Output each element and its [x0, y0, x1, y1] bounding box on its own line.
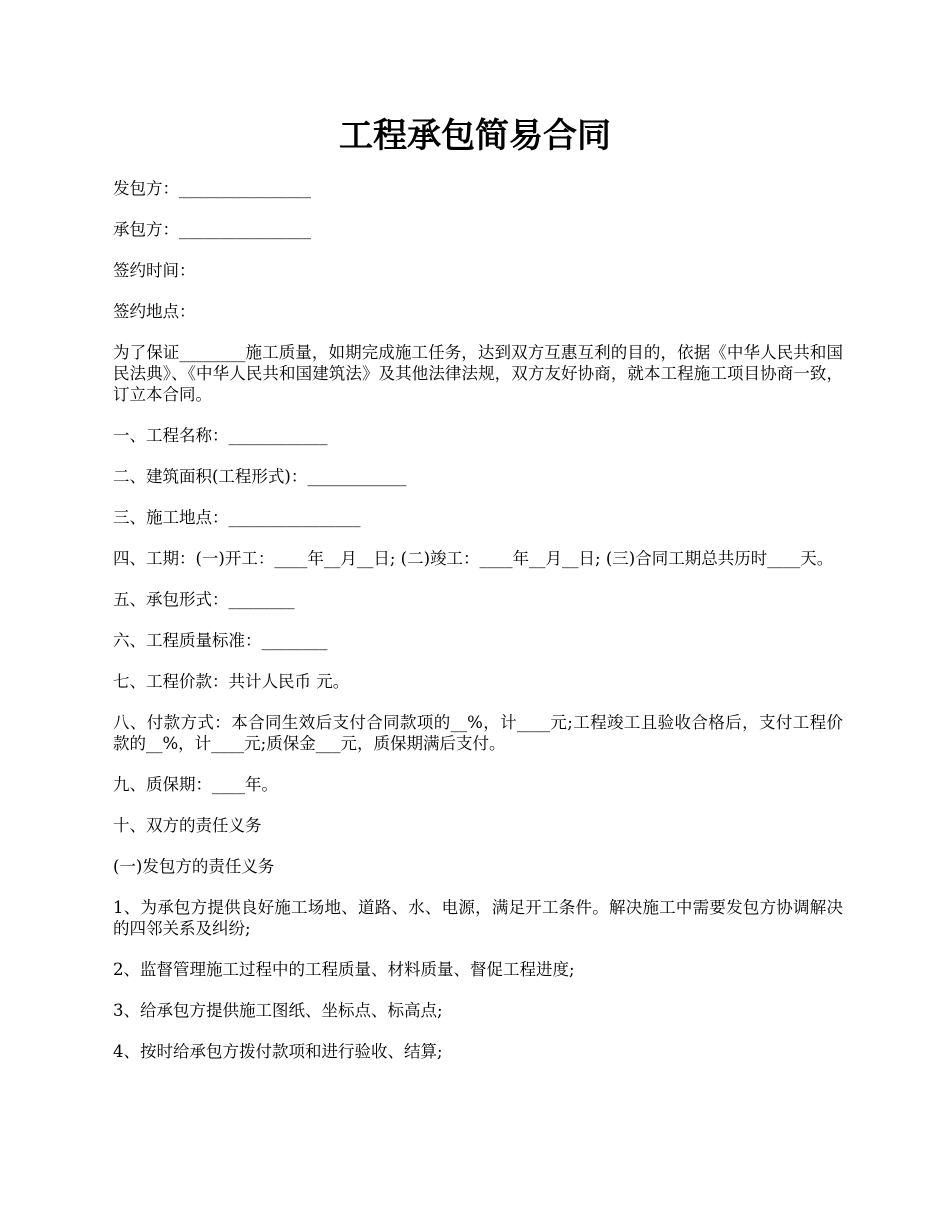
clause-project-price: 七、工程价款：共计人民币 元。	[113, 672, 350, 691]
employer-duty-4: 4、按时给承包方拨付款项和进行验收、结算;	[113, 1042, 443, 1061]
clause-construction-site: 三、施工地点：________________	[113, 508, 361, 527]
employer-duty-2: 2、监督管理施工过程中的工程质量、材料质量、督促工程进度;	[113, 960, 575, 979]
clause-quality-standard: 六、工程质量标准：________	[113, 631, 328, 650]
clause-building-area: 二、建筑面积(工程形式)：____________	[113, 467, 407, 486]
clause-construction-period: 四、工期：(一)开工：____年__月__日; (二)竣工：____年__月__日; (三)合同工期总共历时____天。	[113, 549, 834, 568]
party-b-line: 承包方：________________	[113, 220, 311, 239]
clause-project-name: 一、工程名称：____________	[113, 426, 328, 445]
party-a-line: 发包方：________________	[113, 179, 311, 198]
document-body	[113, 178, 843, 1082]
clause-payment-method: 八、付款方式：本合同生效后支付合同款项的__%，计____元;工程竣工且验收合格后，支付工程价款的__%，计____元;质保金___元，质保期满后支付。	[113, 713, 843, 753]
subheading-employer-duties: (一)发包方的责任义务	[113, 857, 275, 876]
preamble-paragraph: 为了保证________施工质量，如期完成施工任务，达到双方互惠互利的目的，依据《中华人民共和国民法典》、《中华人民共和国建筑法》及其他法律法规，双方友好协商，就本工程施工项目协商一致，订立本合同。	[113, 343, 843, 404]
signing-place-line: 签约地点：	[113, 302, 196, 321]
employer-duty-3: 3、给承包方提供施工图纸、坐标点、标高点;	[113, 1001, 443, 1020]
signing-time-line: 签约时间：	[113, 261, 196, 280]
clause-responsibilities-heading: 十、双方的责任义务	[113, 816, 262, 835]
employer-duty-1: 1、为承包方提供良好施工场地、道路、水、电源，满足开工条件。解决施工中需要发包方协调解决的四邻关系及纠纷;	[113, 898, 843, 938]
page-title: 工程承包简易合同	[339, 116, 611, 156]
clause-contract-form: 五、承包形式：________	[113, 590, 295, 609]
clause-warranty-period: 九、质保期：____年。	[113, 775, 278, 794]
